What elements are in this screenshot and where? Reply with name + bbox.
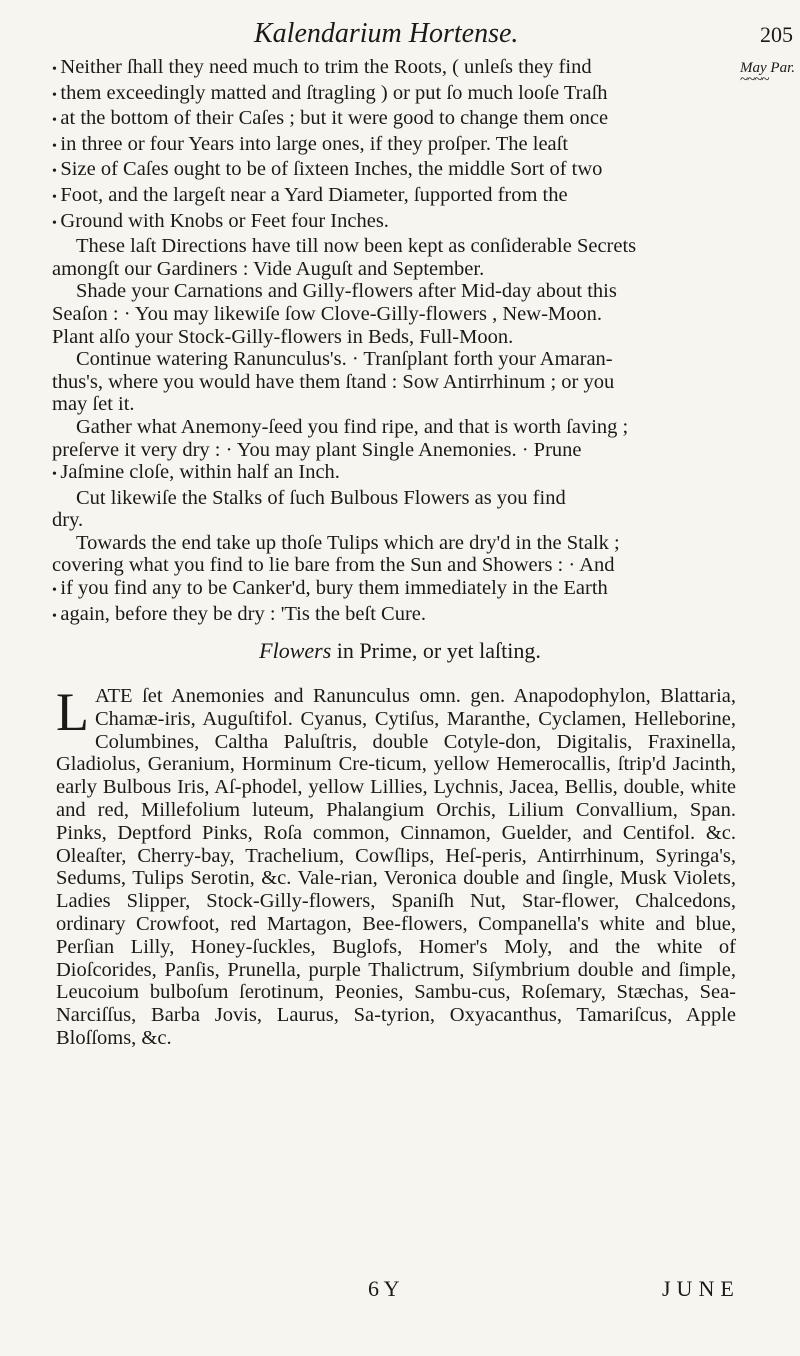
flower-list-text: ATE ſet Anemonies and Ranunculus omn. gen. Anapodophylon, Blattaria, Chamæ-iris, Auguſtifol. Cyanus, Cytiſus, Maranthe, Cyclamen, Helleborine, Columbines, Caltha Paluſtris, double Cotyle-don, Digitalis, Fraxinella, Gladiolus, Geranium, Horminum Cre-ticum, yellow Hemerocallis, ſtrip'd Jacinth, early Bulbous Iris, Aſ-phodel, yellow Lillies, Lychnis, Jacea, Bellis, double, white and red, Millefolium luteum, Phalangium Orchis, Lilium Convallium, Span. Pinks, Deptford Pinks, Roſa common, Cinnamon, Guelder, and Centifol. &c. Oleaſter, Cherry-bay, Trachelium, Cowſlips, Heſ-peris, Antirrhinum, Syringa's, Sedums, Tulips Serotin, &c. Vale-rian, Veronica double and ſingle, Musk Violets, Ladies Slipper, Stock-Gilly-flowers, Spaniſh Nut, Star-flower, Chalcedons, ordinary Crowfoot, red Martagon, Bee-flowers, Companella's white and blue, Perſian Lilly, Honey-ſuckles, Buglofs, Homer's Moly, and the white of Dioſcorides, Panſis, Prunella, purple Thalictrum, Siſymbrium double and ſimple, Leucoium bulboſum ſerotinum, Peonies, Sambu-cus, Roſemary, Stæchas, Sea-Narciſſus, Barba Jovis, Laurus, Sa-tyrion, Oxyacanthus, Tamariſcus, Apple Bloſſoms, &c. <box>56 685 736 1049</box>
text-line: • Foot, and the largeſt near a Yard Diameter, ſupported from the <box>52 184 735 210</box>
text-line: • if you find any to be Canker'd, bury them immediately in the Earth <box>52 577 735 603</box>
section-heading-italic: Flowers <box>259 638 332 663</box>
catchword: JUNE <box>662 1276 740 1301</box>
text-line: preſerve it very dry : · You may plant Single Anemonies. · Prune <box>52 438 582 461</box>
text-line: • them exceedingly matted and ſtragling ) or put ſo much looſe Traſh <box>52 82 735 108</box>
text-line: • at the bottom of their Caſes ; but it were good to change them once <box>52 107 735 133</box>
margin-note: May Par. <box>740 60 795 76</box>
flower-list <box>56 682 736 1050</box>
page-number: 205 <box>760 22 793 47</box>
text-line: • Size of Caſes ought to be of ſixteen Inches, the middle Sort of two <box>52 158 735 184</box>
text-line: Towards the end take up thoſe Tulips which are dry'd in the Stalk ; <box>76 531 620 554</box>
text-line: These laſt Directions have till now been kept as conſiderable Secrets <box>76 235 637 258</box>
text-line: Continue watering Ranunculus's. · Tranſplant forth your Amaran- <box>76 348 613 371</box>
text-line: Cut likewiſe the Stalks of ſuch Bulbous Flowers as you find <box>76 486 566 509</box>
text-line: may ſet it. <box>52 393 135 416</box>
page-footer <box>0 1276 800 1306</box>
section-heading <box>0 638 800 664</box>
drop-cap: L <box>56 682 89 742</box>
text-line: • Neither ſhall they need much to trim the Roots, ( unleſs they find <box>52 56 735 82</box>
text-line: Plant alſo your Stock-Gilly-flowers in Beds, Full-Moon. <box>52 325 514 348</box>
text-line: dry. <box>52 509 84 532</box>
text-line: • Ground with Knobs or Feet four Inches. <box>52 210 735 236</box>
margin-flourish: ~~~~ <box>740 72 769 88</box>
text-line: • Jaſmine cloſe, within half an Inch. <box>52 461 735 487</box>
signature-mark: 6 Y <box>368 1276 400 1301</box>
text-line: covering what you find to lie bare from the Sun and Showers : · And <box>52 554 615 577</box>
calendar-text <box>52 56 735 628</box>
text-line: Gather what Anemony-ſeed you find ripe, and that is worth ſaving ; <box>76 415 629 438</box>
text-line: thus's, where you would have them ſtand : Sow Antirrhinum ; or you <box>52 370 615 393</box>
running-title: Kalendarium Hortense. <box>254 18 519 49</box>
text-line: • again, before they be dry : 'Tis the beſt Cure. <box>52 603 735 629</box>
text-line: Shade your Carnations and Gilly-flowers after Mid-day about this <box>76 280 617 303</box>
running-head <box>0 14 800 54</box>
text-line: amongſt our Gardiners : Vide Auguſt and September. <box>52 257 485 280</box>
text-line: • in three or four Years into large ones, if they proſper. The leaſt <box>52 133 735 159</box>
section-heading-rest: in Prime, or yet laſting. <box>336 638 541 663</box>
text-line: Seaſon : · You may likewiſe ſow Clove-Gilly-flowers , New-Moon. <box>52 302 603 325</box>
